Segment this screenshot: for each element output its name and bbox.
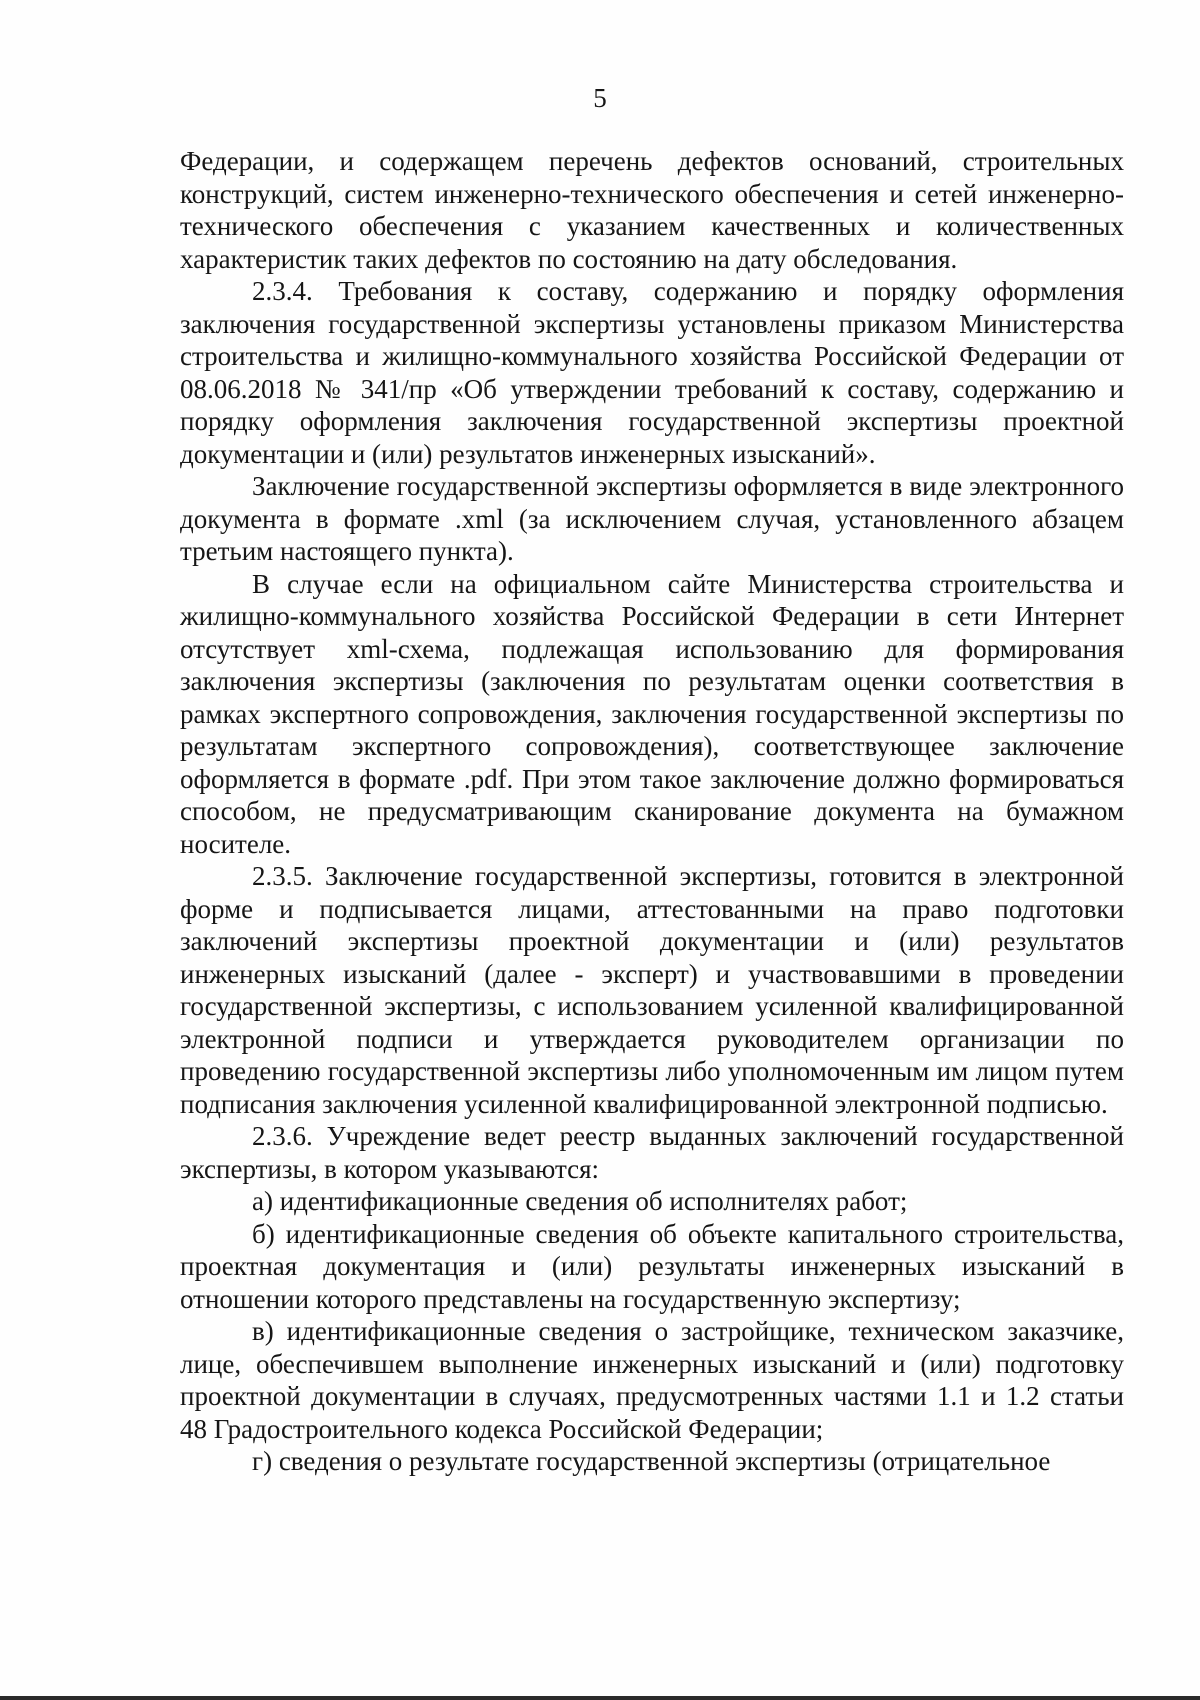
list-item-v: в) идентификационные сведения о застройщике, техническом заказчике, лице, обеспечившем выполнение инженерных изысканий и (или) подготовку проектной документации в случаях, предусмотренных частями 1.1 и 1.2 статьи 48 Градостроительного кодекса Российской Федерации; <box>180 1316 1124 1444</box>
paragraph-2-3-5: 2.3.5. Заключение государственной экспертизы, готовится в электронной форме и подписывается лицами, аттестованными на право подготовки заключений экспертизы проектной документации и (или) результатов инженерных изысканий (далее - эксперт) и участвовавшими в проведении государственной экспертизы, с использованием усиленной квалифицированной электронной подписи и утверждается руководителем организации по проведению государственной экспертизы либо уполномоченным им лицом путем подписания заключения усиленной квалифицированной электронной подписью. <box>180 861 1124 1119</box>
paragraph-pdf-format: В случае если на официальном сайте Министерства строительства и жилищно-коммунального хозяйства Российской Федерации в сети Интернет отсутствует xml-схема, подлежащая использованию для формирования заключения экспертизы (заключения по результатам оценки соответствия в рамках экспертного сопровождения, заключения государственной экспертизы по результатам экспертного сопровождения), соответствующее заключение оформляется в формате .pdf. При этом такое заключение должно формироваться способом, не предусматривающим сканирование документа на бумажном носителе. <box>180 568 1124 859</box>
list-item-a: а) идентификационные сведения об исполнителях работ; <box>252 1186 908 1216</box>
paragraph-xml-format: Заключение государственной экспертизы оформляется в виде электронного документа в формате .xml (за исключением случая, установленного абзацем третьим настоящего пункта). <box>180 471 1124 566</box>
list-item-g: г) сведения о результате государственной экспертизы (отрицательное <box>252 1446 1051 1476</box>
page-number: 5 <box>593 83 607 113</box>
document-body <box>180 145 1124 1478</box>
paragraph-2-3-4: 2.3.4. Требования к составу, содержанию и порядку оформления заключения государственной экспертизы установлены приказом Министерства строительства и жилищно-коммунального хозяйства Российской Федерации от 08.06.2018 № 341/пр «Об утверждении требований к составу, содержанию и порядку оформления заключения государственной экспертизы проектной документации и (или) результатов инженерных изысканий». <box>180 276 1124 469</box>
paragraph-continuation: Федерации, и содержащем перечень дефектов оснований, строительных конструкций, систем инженерно-технического обеспечения и сетей инженерно-технического обеспечения с указанием качественных и количественных характеристик таких дефектов по состоянию на дату обследования. <box>180 146 1124 274</box>
scan-bottom-edge <box>0 1696 1200 1700</box>
paragraph-2-3-6: 2.3.6. Учреждение ведет реестр выданных заключений государственной экспертизы, в котором указываются: <box>180 1121 1124 1184</box>
list-item-b: б) идентификационные сведения об объекте капитального строительства, проектная документация и (или) результаты инженерных изысканий в отношении которого представлены на государственную экспертизу; <box>180 1218 1124 1314</box>
